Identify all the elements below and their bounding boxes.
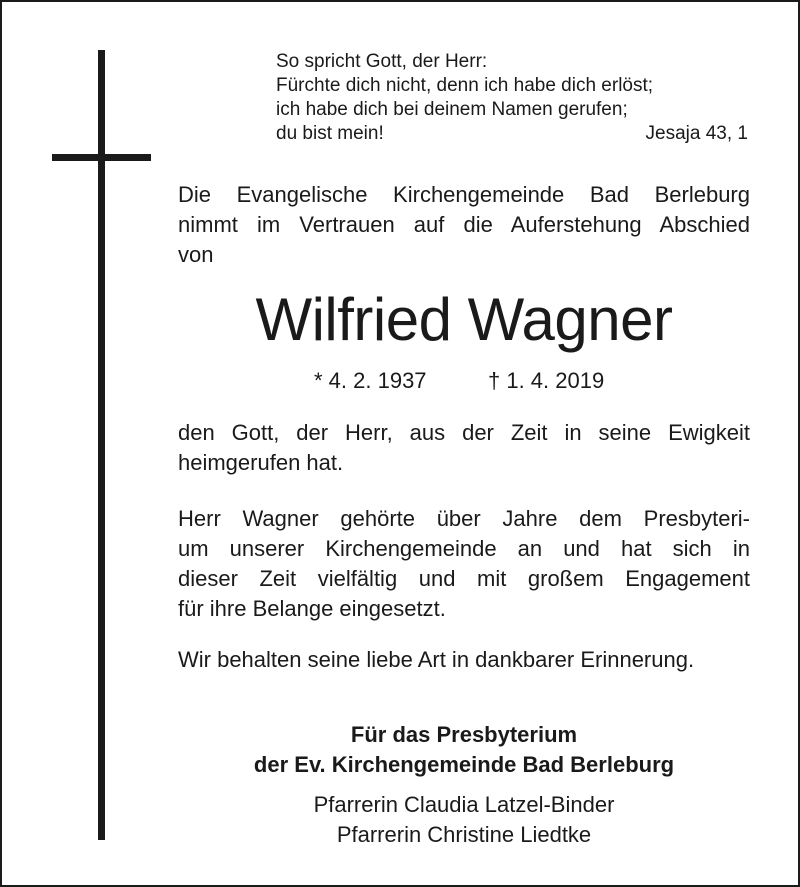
intro-line-1: Die Evangelische Kirchengemeinde Bad Berleburg [178,182,750,207]
deceased-name: Wilfried Wagner [255,286,673,353]
verse-reference: Jesaja 43, 1 [645,123,748,144]
death-date: † 1. 4. 2019 [488,368,605,393]
cross-horizontal-beam [52,154,151,161]
paragraph3-line-1: Wir behalten seine liebe Art in dankbarer Erinnerung. [178,647,695,672]
paragraph-called-home [178,418,750,478]
verse-line-1: So spricht Gott, der Herr: [276,51,488,72]
verse-line-2: Fürchte dich nicht, denn ich habe dich erlöst; [276,75,654,96]
intro-line-3: von [178,242,214,267]
paragraph2-line-3: dieser Zeit vielfältig und mit großem Engagement [178,566,750,591]
paragraph1-line-2: heimgerufen hat. [178,450,344,475]
intro-line-2: nimmt im Vertrauen auf die Auferstehung Abschied [178,212,750,237]
cross-vertical-beam [98,50,105,840]
verse-line-4-row [276,122,748,146]
intro-text [178,180,750,270]
verse-line-4: du bist mein! [276,123,384,144]
paragraph2-line-4: für ihre Belange eingesetzt. [178,596,446,621]
paragraph-remembrance [178,645,750,675]
signature-pastor-1: Pfarrerin Claudia Latzel-Binder [313,792,615,817]
signature-organization-line-2: der Ev. Kirchengemeinde Bad Berleburg [253,752,675,777]
signature-organization-line-1: Für das Presbyterium [350,722,578,747]
signature-pastor-2: Pfarrerin Christine Liedtke [336,822,592,847]
birth-date: * 4. 2. 1937 [314,368,427,393]
paragraph2-line-2: um unserer Kirchengemeinde an und hat sich in [178,536,750,561]
bible-verse [276,50,748,146]
paragraph1-line-1: den Gott, der Herr, aus der Zeit in seine Ewigkeit [178,420,750,445]
paragraph-tribute [178,504,750,624]
paragraph2-line-1: Herr Wagner gehörte über Jahre dem Presbyteri- [178,506,750,531]
verse-line-3: ich habe dich bei deinem Namen gerufen; [276,99,628,120]
